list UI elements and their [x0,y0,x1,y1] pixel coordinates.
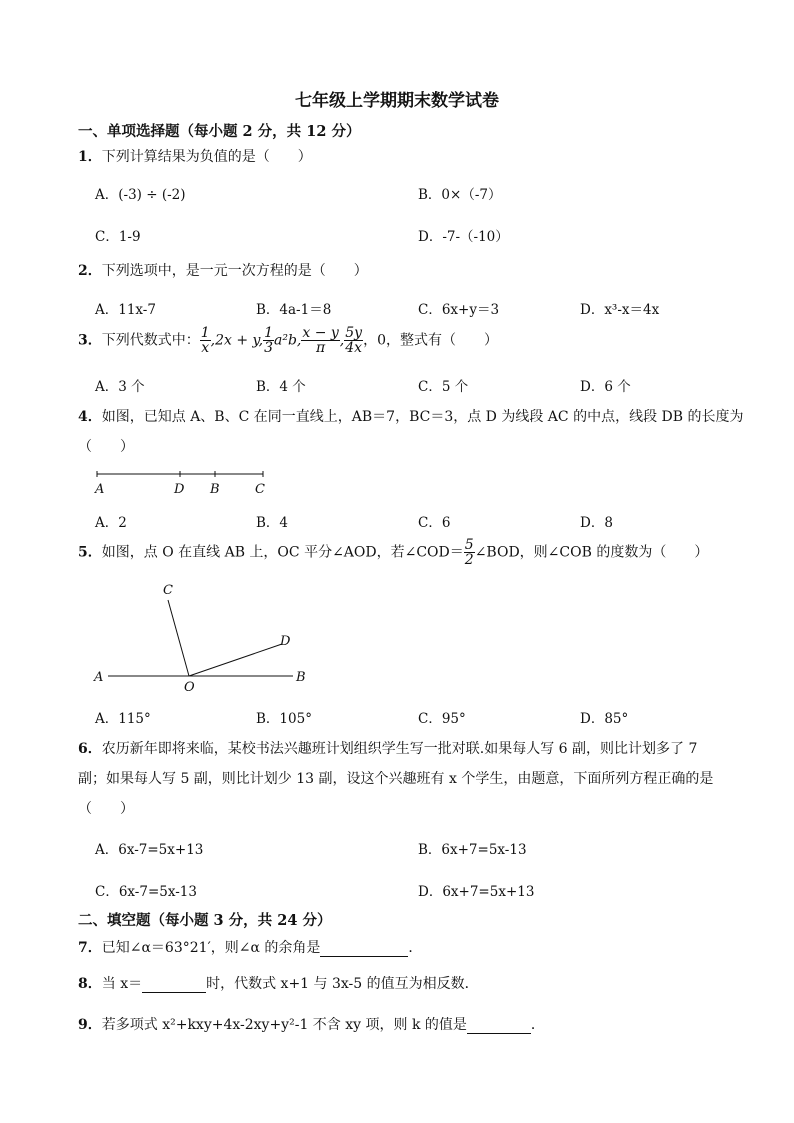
q6-option-c: C．6x-7=5x-13 [95,884,197,900]
question-6 [78,738,697,758]
question-text: 已知∠α＝63°21′，则∠α 的余角是 [101,940,321,956]
q1-option-c: C．1-9 [95,229,141,245]
answer-blank[interactable] [320,942,408,957]
q2-option-d: D．x³-x＝4x [580,302,660,318]
question-text: 如图，已知点 A、B、C 在同一直线上，AB＝7，BC＝3，点 D 为线段 AC 的中点，线段 DB 的长度为 [101,409,744,425]
question-text: 当 x＝ [101,976,143,992]
point-label-a: A [94,670,104,685]
question-6-line2: 副；如果每人写 5 副，则比计划少 13 副，设这个兴趣班有 x 个学生，由题意，下面所列方程正确的是 [78,771,714,787]
q6-option-b: B．6x+7=5x-13 [418,842,527,858]
q1-option-d: D．-7-（-10） [418,229,509,245]
fraction-5y-over-4x: $\frac{5y}{4x}$ [345,325,363,356]
question-number: 4． [78,409,102,425]
point-label-a: A [95,482,105,497]
q1-option-b: B．0×（-7） [418,187,502,203]
fraction-1-over-x: $\frac{1}{x}$ [200,325,210,356]
q3-option-a: A．3 个 [95,379,145,395]
point-label-b: B [296,670,306,685]
q5-option-c: C．95° [418,711,466,727]
question-text: 下列计算结果为负值的是（ ） [101,149,312,165]
question-9 [78,1014,545,1034]
q4-option-d: D．8 [580,515,613,531]
q3-option-d: D．6 个 [580,379,631,395]
point-label-c: C [163,583,173,598]
question-number: 6． [78,741,102,757]
question-number: 2． [78,263,102,279]
question-3 [78,326,498,355]
expr-term: , [339,332,345,349]
segment-diagram [80,462,280,498]
q1-option-a: A．(-3) ÷ (-2) [95,187,186,203]
point-label-o: O [184,680,195,695]
question-text: ． [530,1017,545,1033]
question-text: 下列选项中，是一元一次方程的是（ ） [101,263,368,279]
q4-option-a: A．2 [95,515,127,531]
q6-option-d: D．6x+7=5x+13 [418,884,535,900]
angle-diagram [88,578,318,696]
expr-term: ,2x + y, [210,332,264,349]
question-text: ∠BOD，则∠COB 的度数为（ ） [474,544,709,561]
section-heading-choice: 一、单项选择题（每小题 2 分，共 12 分） [78,123,361,140]
question-text: 若多项式 x²+kxy+4x-2xy+y²-1 不含 xy 项，则 k 的值是 [101,1017,467,1033]
q3-option-b: B．4 个 [256,379,306,395]
q3-option-c: C．5 个 [418,379,469,395]
ray-od [189,644,282,676]
q5-option-d: D．85° [580,711,629,727]
point-label-d: D [174,482,185,497]
question-text: 时，代数式 x+1 与 3x-5 的值互为相反数． [206,976,479,992]
question-4 [78,406,744,426]
q5-option-b: B．105° [256,711,312,727]
question-2 [78,260,368,280]
q6-option-a: A．6x-7=5x+13 [95,842,204,858]
question-text: 如图，点 O 在直线 AB 上，OC 平分∠AOD，若∠COD＝ [101,544,464,561]
question-number: 3． [78,332,102,349]
question-text: ，0，整式有（ ） [363,332,498,349]
question-number: 1． [78,149,102,165]
answer-blank[interactable] [142,978,206,993]
question-8 [78,973,479,993]
q5-option-a: A．115° [95,711,151,727]
question-number: 9． [78,1017,102,1033]
section-heading-fill-in: 二、填空题（每小题 3 分，共 24 分） [78,912,332,929]
q4-option-b: B．4 [256,515,289,531]
question-6-line3: （ ） [78,801,134,817]
question-text: 农历新年即将来临，某校书法兴趣班计划组织学生写一批对联.如果每人写 6 副，则比计划多了 7 [101,741,698,757]
fraction-xy-over-pi: $\frac{x - y}{\pi}$ [302,325,339,356]
question-number: 7． [78,940,102,956]
q2-option-a: A．11x-7 [95,302,156,318]
answer-blank[interactable] [467,1019,531,1034]
q4-option-c: C．6 [418,515,451,531]
question-text: 下列代数式中： [101,332,200,349]
point-label-d: D [280,634,291,649]
fraction-5-over-2: $\frac{5}{2}$ [464,537,474,568]
fraction-1-over-3: $\frac{1}{3}$ [264,325,273,356]
question-4-line2: （ ） [78,439,134,455]
ray-oc [168,600,189,676]
page-title: 七年级上学期期末数学试卷 [295,91,499,111]
q2-option-b: B．4a-1＝8 [256,302,332,318]
question-text: ． [408,940,423,956]
question-number: 5． [78,544,102,561]
question-5 [78,538,708,567]
expr-term: a²b, [273,332,302,349]
q2-option-c: C．6x+y＝3 [418,302,500,318]
question-1 [78,146,312,166]
point-label-b: B [210,482,220,497]
question-number: 8． [78,976,102,992]
point-label-c: C [255,482,265,497]
question-7 [78,937,422,957]
